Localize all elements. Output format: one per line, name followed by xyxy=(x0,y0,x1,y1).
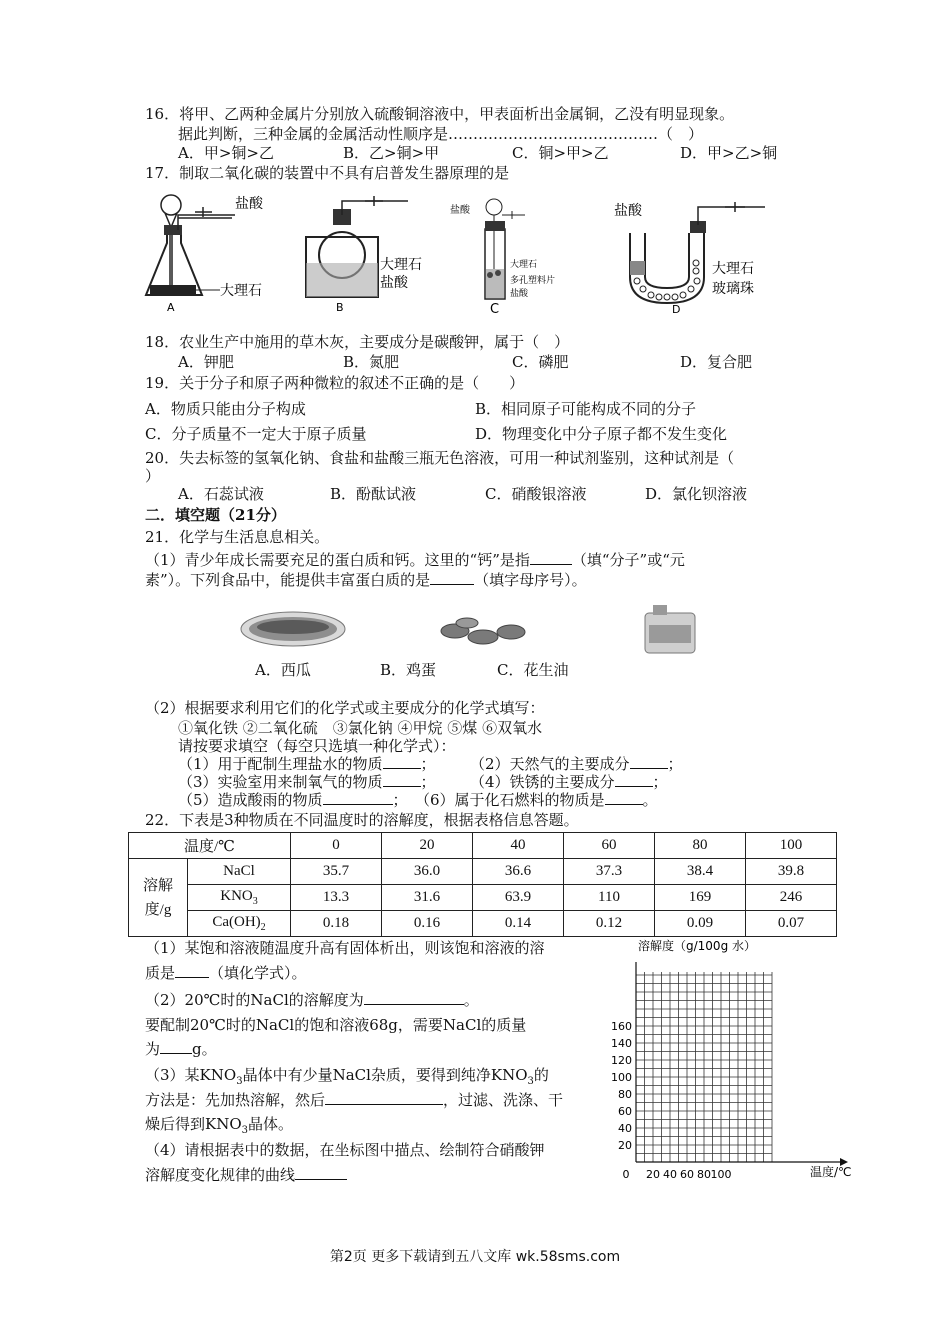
answer-blank[interactable] xyxy=(175,963,209,978)
q21-part2: （2）根据要求利用它们的化学式或主要成分的化学式填写： xyxy=(145,699,545,717)
q22-s2-line3 xyxy=(145,1039,217,1059)
value-cell: 39.8 xyxy=(746,859,837,885)
fill-1-text: （1）用于配制生理盐水的物质 xyxy=(178,755,383,773)
value-cell: 31.6 xyxy=(382,885,473,911)
apparatus-d-letter: D xyxy=(672,303,681,316)
substance-name: KNO xyxy=(220,888,253,904)
value-cell: 169 xyxy=(655,885,746,911)
table-row xyxy=(129,859,837,885)
q16-stem-line2: 据此判断，三种金属的金属活动性顺序是……………………………………（ ） xyxy=(178,125,704,143)
value-cell: 36.6 xyxy=(473,859,564,885)
answer-blank[interactable] xyxy=(630,754,668,769)
q18-stem: 18．农业生产中施用的草木灰，主要成分是碳酸钾，属于（ ） xyxy=(145,333,570,351)
apparatus-a-solid-label: 大理石 xyxy=(220,283,262,299)
q20-option-b: B．酚酞试液 xyxy=(330,485,417,503)
apparatus-a xyxy=(146,195,264,314)
q22-s2-line1 xyxy=(145,990,479,1010)
substance-name: Ca(OH) xyxy=(212,914,261,930)
q16-option-d: D．甲>乙>铜 xyxy=(680,144,778,162)
answer-blank[interactable] xyxy=(605,790,643,805)
answer-blank[interactable] xyxy=(530,550,572,565)
value-cell: 35.7 xyxy=(291,859,382,885)
subscript: 3 xyxy=(252,896,258,907)
peanut-oil-bottle-image xyxy=(645,605,695,653)
food-b-label: B．鸡蛋 xyxy=(380,661,437,679)
period: 。 xyxy=(642,791,658,809)
value-cell: 0.12 xyxy=(564,911,655,937)
answer-blank[interactable] xyxy=(295,1165,347,1180)
q20-option-d: D．氯化钡溶液 xyxy=(645,485,748,503)
q19-stem: 19．关于分子和原子两种微粒的叙述不正确的是（ ） xyxy=(145,374,525,392)
apparatus-b-letter: B xyxy=(336,301,344,314)
temp-cell: 40 xyxy=(473,833,564,859)
q22-s1-line2 xyxy=(145,963,307,983)
q18-option-c: C．磷肥 xyxy=(512,353,569,371)
s3-text-d: 燥后得到KNO xyxy=(145,1115,242,1133)
apparatus-b xyxy=(306,196,422,314)
semicolon: ； xyxy=(420,755,436,773)
answer-blank[interactable] xyxy=(160,1039,192,1054)
value-cell: 0.07 xyxy=(746,911,837,937)
q19-option-b: B．相同原子可能构成不同的分子 xyxy=(475,400,697,418)
q20-option-c: C．硝酸银溶液 xyxy=(485,485,587,503)
q22-s1-line1: （1）某饱和溶液随温度升高有固体析出，则该饱和溶液的溶 xyxy=(145,939,545,957)
temp-cell: 60 xyxy=(564,833,655,859)
apparatus-d-acid-label: 盐酸 xyxy=(614,203,642,219)
q22-s4-line2 xyxy=(145,1165,347,1185)
value-cell: 110 xyxy=(564,885,655,911)
answer-blank[interactable] xyxy=(383,754,421,769)
fill-3-text: （3）实验室用来制氧气的物质 xyxy=(178,773,383,791)
apparatus-c-solid-label: 大理石 xyxy=(510,260,538,270)
q21-fill-row1b xyxy=(470,754,683,774)
answer-blank[interactable] xyxy=(323,790,393,805)
q21-part1-text-b: （填“分子”或“元 xyxy=(571,551,685,569)
value-cell: 36.0 xyxy=(382,859,473,885)
q18-option-d: D．复合肥 xyxy=(680,353,753,371)
semicolon: ； xyxy=(420,773,436,791)
s3-text-a: （3）某KNO xyxy=(145,1066,237,1084)
table-header-row xyxy=(129,833,837,859)
apparatus-c-letter: C xyxy=(490,302,500,317)
x-tick-label: 80 xyxy=(697,1168,711,1181)
q21-part1-line2 xyxy=(145,570,587,590)
s2-text-b: 。 xyxy=(463,991,479,1009)
answer-blank[interactable] xyxy=(383,772,421,787)
temp-cell: 0 xyxy=(291,833,382,859)
q21-fill-row2b xyxy=(470,772,668,792)
fill-4-text: （4）铁锈的主要成分 xyxy=(470,773,615,791)
q16-stem-line1: 16．将甲、乙两种金属片分别放入硫酸铜溶液中，甲表面析出金属铜，乙没有明显现象。 xyxy=(145,105,735,123)
food-a-label: A．西瓜 xyxy=(255,661,311,679)
temp-cell: 80 xyxy=(655,833,746,859)
s2-text-d: 为 xyxy=(145,1040,161,1058)
apparatus-d-solid-label: 大理石 xyxy=(712,261,754,277)
apparatus-c xyxy=(450,199,555,317)
value-cell: 246 xyxy=(746,885,837,911)
fill-5-text: （5）造成酸雨的物质 xyxy=(178,791,323,809)
q21-part1-text-a: （1）青少年成长需要充足的蛋白质和钙。这里的“钙”是指 xyxy=(145,551,530,569)
value-cell: 0.14 xyxy=(473,911,564,937)
q16-option-a: A．甲>铜>乙 xyxy=(178,144,274,162)
answer-blank[interactable] xyxy=(430,570,474,585)
x-tick-label: 100 xyxy=(710,1168,732,1181)
q20-option-a: A．石蕊试液 xyxy=(178,485,264,503)
food-c-label: C．花生油 xyxy=(497,661,569,679)
temp-cell: 20 xyxy=(382,833,473,859)
solubility-group-label xyxy=(129,859,188,937)
value-cell: 0.18 xyxy=(291,911,382,937)
q21-fill-row3b xyxy=(415,790,658,810)
semicolon: ； xyxy=(392,791,408,809)
s3-text-e: 晶体。 xyxy=(248,1115,294,1133)
q18-option-b: B．氮肥 xyxy=(343,353,400,371)
y-tick-label: 100 xyxy=(611,1071,632,1084)
subscript: 3 xyxy=(241,1125,249,1136)
apparatus-d-beads-label: 玻璃珠 xyxy=(712,281,754,297)
value-cell: 37.3 xyxy=(564,859,655,885)
q21-fill-row3 xyxy=(178,790,408,810)
substance-cell: NaCl xyxy=(188,859,291,885)
subscript: 3 xyxy=(527,1076,534,1087)
s3-text-a3: 的 xyxy=(533,1066,549,1084)
value-cell: 63.9 xyxy=(473,885,564,911)
graph-y-axis-label: 溶解度（g/100g 水） xyxy=(638,939,756,953)
q16-option-c: C．铜>甲>乙 xyxy=(512,144,609,162)
y-tick-label: 140 xyxy=(611,1037,632,1050)
y-tick-label: 80 xyxy=(618,1088,632,1101)
q22-s3-line1 xyxy=(145,1065,549,1092)
subscript: 3 xyxy=(236,1076,243,1087)
q19-option-d: D．物理变化中分子原子都不发生变化 xyxy=(475,425,728,443)
semicolon: ； xyxy=(667,755,683,773)
y-tick-label: 40 xyxy=(618,1122,632,1135)
solubility-graph-grid xyxy=(600,936,875,1186)
q19-option-c: C．分子质量不一定大于原子质量 xyxy=(145,425,367,443)
q21-fill-row1 xyxy=(178,754,436,774)
apparatus-c-plate-label: 多孔塑料片 xyxy=(510,276,556,286)
s1-text-c: （填化学式）。 xyxy=(209,964,307,982)
q21-stem: 21．化学与生活息息相关。 xyxy=(145,528,330,546)
s4-text-b: 溶解度变化规律的曲线 xyxy=(145,1166,296,1184)
q17-apparatus-figures xyxy=(140,185,780,320)
temp-cell: 100 xyxy=(746,833,837,859)
answer-blank[interactable] xyxy=(615,772,653,787)
value-cell: 0.09 xyxy=(655,911,746,937)
graph-x-axis-label: 温度/℃ xyxy=(810,1165,852,1179)
q22-s3-line2 xyxy=(145,1090,563,1110)
apparatus-b-solid-label: 大理石 xyxy=(380,257,422,273)
apparatus-d xyxy=(614,202,765,316)
q21-part1-text-d: （填字母序号）。 xyxy=(474,571,587,589)
subscript: 2 xyxy=(260,922,266,933)
semicolon: ； xyxy=(652,773,668,791)
s3-text-b: 方法是：先加热溶解，然后 xyxy=(145,1091,326,1109)
q22-stem: 22．下表是3种物质在不同温度时的溶解度，根据表格信息答题。 xyxy=(145,811,579,829)
table-row xyxy=(129,885,837,911)
apparatus-a-acid-label: 盐酸 xyxy=(235,196,263,212)
s1-text-b: 质是 xyxy=(145,964,176,982)
x-tick-label: 60 xyxy=(680,1168,694,1181)
s2-text-e: g。 xyxy=(192,1040,217,1058)
y-tick-label: 20 xyxy=(618,1139,632,1152)
watermelon-image xyxy=(241,612,345,646)
x-tick-label: 20 xyxy=(646,1168,660,1181)
y-tick-label: 60 xyxy=(618,1105,632,1118)
s2-text-a: （2）20℃时的NaCl的溶解度为 xyxy=(145,991,364,1009)
s3-text-a2: 晶体中有少量NaCl杂质，要得到纯净KNO xyxy=(242,1066,528,1084)
q21-substance-list: ①氧化铁 ②二氧化硫 ③氯化钠 ④甲烷 ⑤煤 ⑥双氧水 xyxy=(178,719,543,737)
q21-fill-row2 xyxy=(178,772,436,792)
apparatus-a-letter: A xyxy=(167,301,175,314)
page-footer: 第2页 更多下载请到五八文库 wk.58sms.com xyxy=(329,1249,621,1265)
value-cell: 38.4 xyxy=(655,859,746,885)
fill-6-text: （6）属于化石燃料的物质是 xyxy=(415,791,605,809)
y-tick-label: 120 xyxy=(611,1054,632,1067)
substance-cell xyxy=(188,911,291,937)
temp-header-cell: 温度/℃ xyxy=(129,833,291,859)
eggs-image xyxy=(441,618,525,644)
table-row xyxy=(129,911,837,937)
origin-label: 0 xyxy=(622,1168,630,1181)
q22-s2-line2: 要配制20℃时的NaCl的饱和溶液68g，需要NaCl的质量 xyxy=(145,1016,527,1034)
y-tick-label: 160 xyxy=(611,1020,632,1033)
q17-stem: 17．制取二氧化碳的装置中不具有启普发生器原理的是 xyxy=(145,164,510,182)
answer-blank[interactable] xyxy=(325,1090,443,1105)
section-heading: 二．填空题（21分） xyxy=(145,506,286,524)
substance-cell xyxy=(188,885,291,911)
apparatus-b-acid-label: 盐酸 xyxy=(380,275,408,291)
q18-option-a: A．钾肥 xyxy=(178,353,234,371)
value-cell: 0.16 xyxy=(382,911,473,937)
value-cell: 13.3 xyxy=(291,885,382,911)
s3-text-c: ，过滤、洗涤、干 xyxy=(443,1091,564,1109)
q21-part1-text-c: 素”）。下列食品中，能提供丰富蛋白质的是 xyxy=(145,571,431,589)
q21-food-images xyxy=(235,605,705,660)
x-tick-label: 40 xyxy=(663,1168,677,1181)
q19-option-a: A．物质只能由分子构成 xyxy=(145,400,306,418)
q20-stem: 20．失去标签的氢氧化钠、食盐和盐酸三瓶无色溶液，可用一种试剂鉴别，这种试剂是（ xyxy=(145,449,735,467)
q16-option-b: B．乙>铜>甲 xyxy=(343,144,440,162)
fill-2-text: （2）天然气的主要成分 xyxy=(470,755,630,773)
q20-stem-close: ） xyxy=(145,467,161,485)
group-label-line2: 度/g xyxy=(144,901,172,918)
apparatus-c-acid2-label: 盐酸 xyxy=(510,289,529,299)
group-label-line1: 溶解 xyxy=(142,877,173,894)
q22-s3-line3 xyxy=(145,1114,293,1141)
q21-note: 请按要求填空（每空只选填一种化学式）： xyxy=(178,737,456,755)
q22-s4-line1: （4）请根据表中的数据，在坐标图中描点、绘制符合硝酸钾 xyxy=(145,1141,545,1159)
solubility-table xyxy=(128,832,837,937)
apparatus-c-acid-label: 盐酸 xyxy=(450,205,470,216)
q21-part1-line1 xyxy=(145,550,685,570)
answer-blank[interactable] xyxy=(364,990,464,1005)
